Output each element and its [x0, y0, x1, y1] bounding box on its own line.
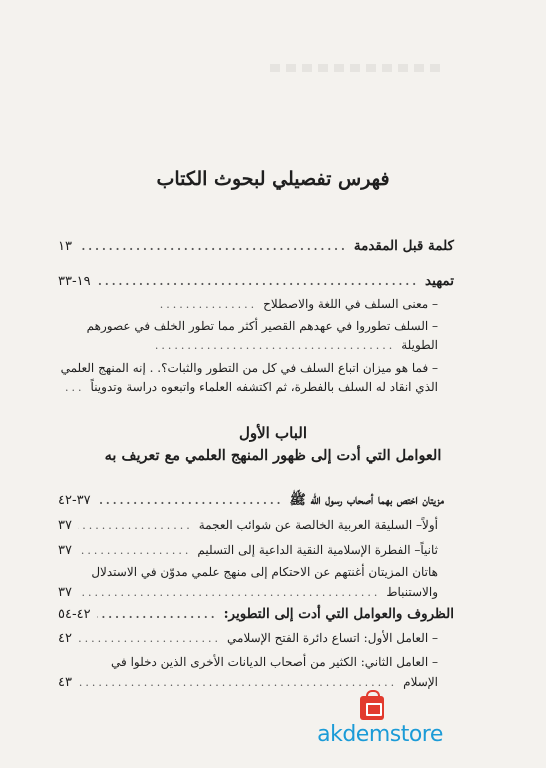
entry-label: ثانياً– الفطرة الإسلامية النقية الداعية إلى التسليم — [197, 543, 438, 557]
toc-subentry-line1: – فما هو ميزان اتباع السلف في كل من التطور والثبات؟. . إنه المنهج العلمي — [60, 361, 438, 375]
leader-dots — [97, 491, 284, 511]
store-watermark — [300, 696, 460, 756]
toc-entry-intro — [58, 236, 454, 257]
chapter-name: الباب الأول — [238, 424, 308, 442]
entry-label: كلمة قبل المقدمة — [353, 238, 454, 254]
page-number: ٣٧ — [58, 543, 72, 558]
page-number: ٣٧ — [58, 518, 72, 533]
leader-dots — [78, 237, 348, 257]
leader-dots — [65, 378, 85, 398]
leader-dots — [78, 583, 380, 603]
page-number: ٤٣ — [58, 675, 72, 690]
toc-subentry-line1: هاتان المزيتان أغنتهم عن الاحتكام إلى منهج علمي مدوّن في الاستدلال — [91, 565, 438, 579]
toc-subentry-line1: – العامل الثاني: الكثير من أصحاب الديانات الأخرى الذين دخلوا في — [111, 655, 438, 669]
toc-entry-section2 — [58, 604, 454, 625]
store-brand-text: akdemstore — [317, 722, 443, 747]
toc-subentry-line1: – السلف تطوروا في عهدهم القصير أكثر مما تطور الخلف في عصورهم — [86, 319, 438, 333]
toc-entry-tamhid — [58, 271, 454, 292]
entry-label: – العامل الأول: اتساع دائرة الفتح الإسلامي — [227, 631, 438, 645]
entry-label: الذي انقاد له السلف بالفطرة، ثم اكتشفه العلماء واتبعوه دراسة وتدويناً — [90, 380, 438, 394]
chapter-heading: العوامل التي أدت إلى ظهور المنهج العلمي مع تعريف به — [104, 447, 442, 464]
toc-subentry-line2 — [58, 582, 438, 603]
toc-subentry — [58, 515, 438, 536]
leader-dots — [78, 541, 191, 561]
page-number: ٣٧ — [58, 585, 72, 600]
entry-label: أولاً– السليقة العربية الخالصة عن شوائب العجمة — [198, 518, 438, 532]
entry-label: الظروف والعوامل التي أدت إلى التطوير: — [223, 606, 454, 622]
toc-entry-section1 — [58, 490, 444, 511]
leader-dots — [156, 295, 257, 315]
page-number: ١٣ — [58, 239, 72, 254]
entry-label: تمهيد — [425, 273, 454, 289]
page-range: ٣٧-٤٢ — [58, 493, 91, 508]
page-number: ٤٢ — [58, 631, 72, 646]
toc-subentry-line2 — [150, 335, 438, 356]
toc-subentry — [150, 294, 438, 315]
entry-label: والاستنباط — [386, 585, 438, 599]
page-title: فهرس تفصيلي لبحوث الكتاب — [156, 168, 390, 190]
leader-dots — [97, 605, 218, 625]
toc-subentry-line2 — [90, 377, 438, 398]
leader-dots — [78, 516, 193, 536]
leader-dots — [156, 336, 395, 356]
page-range: ٤٢-٥٤ — [58, 607, 91, 622]
toc-subentry — [58, 628, 438, 649]
entry-label: الطويلة — [401, 338, 438, 352]
leader-dots — [78, 629, 221, 649]
page-range: ١٩-٣٣ — [58, 274, 91, 289]
entry-label: مزيتان اختص بهما أصحاب رسول الله ﷺ — [289, 492, 444, 508]
shopping-bag-icon — [360, 696, 384, 720]
show-through-text — [270, 64, 440, 72]
toc-subentry — [58, 540, 438, 561]
toc-subentry-line2 — [58, 672, 438, 693]
leader-dots — [97, 272, 419, 292]
entry-label: الإسلام — [403, 675, 438, 689]
leader-dots — [78, 673, 397, 693]
entry-label: – معنى السلف في اللغة والاصطلاح — [263, 297, 438, 311]
